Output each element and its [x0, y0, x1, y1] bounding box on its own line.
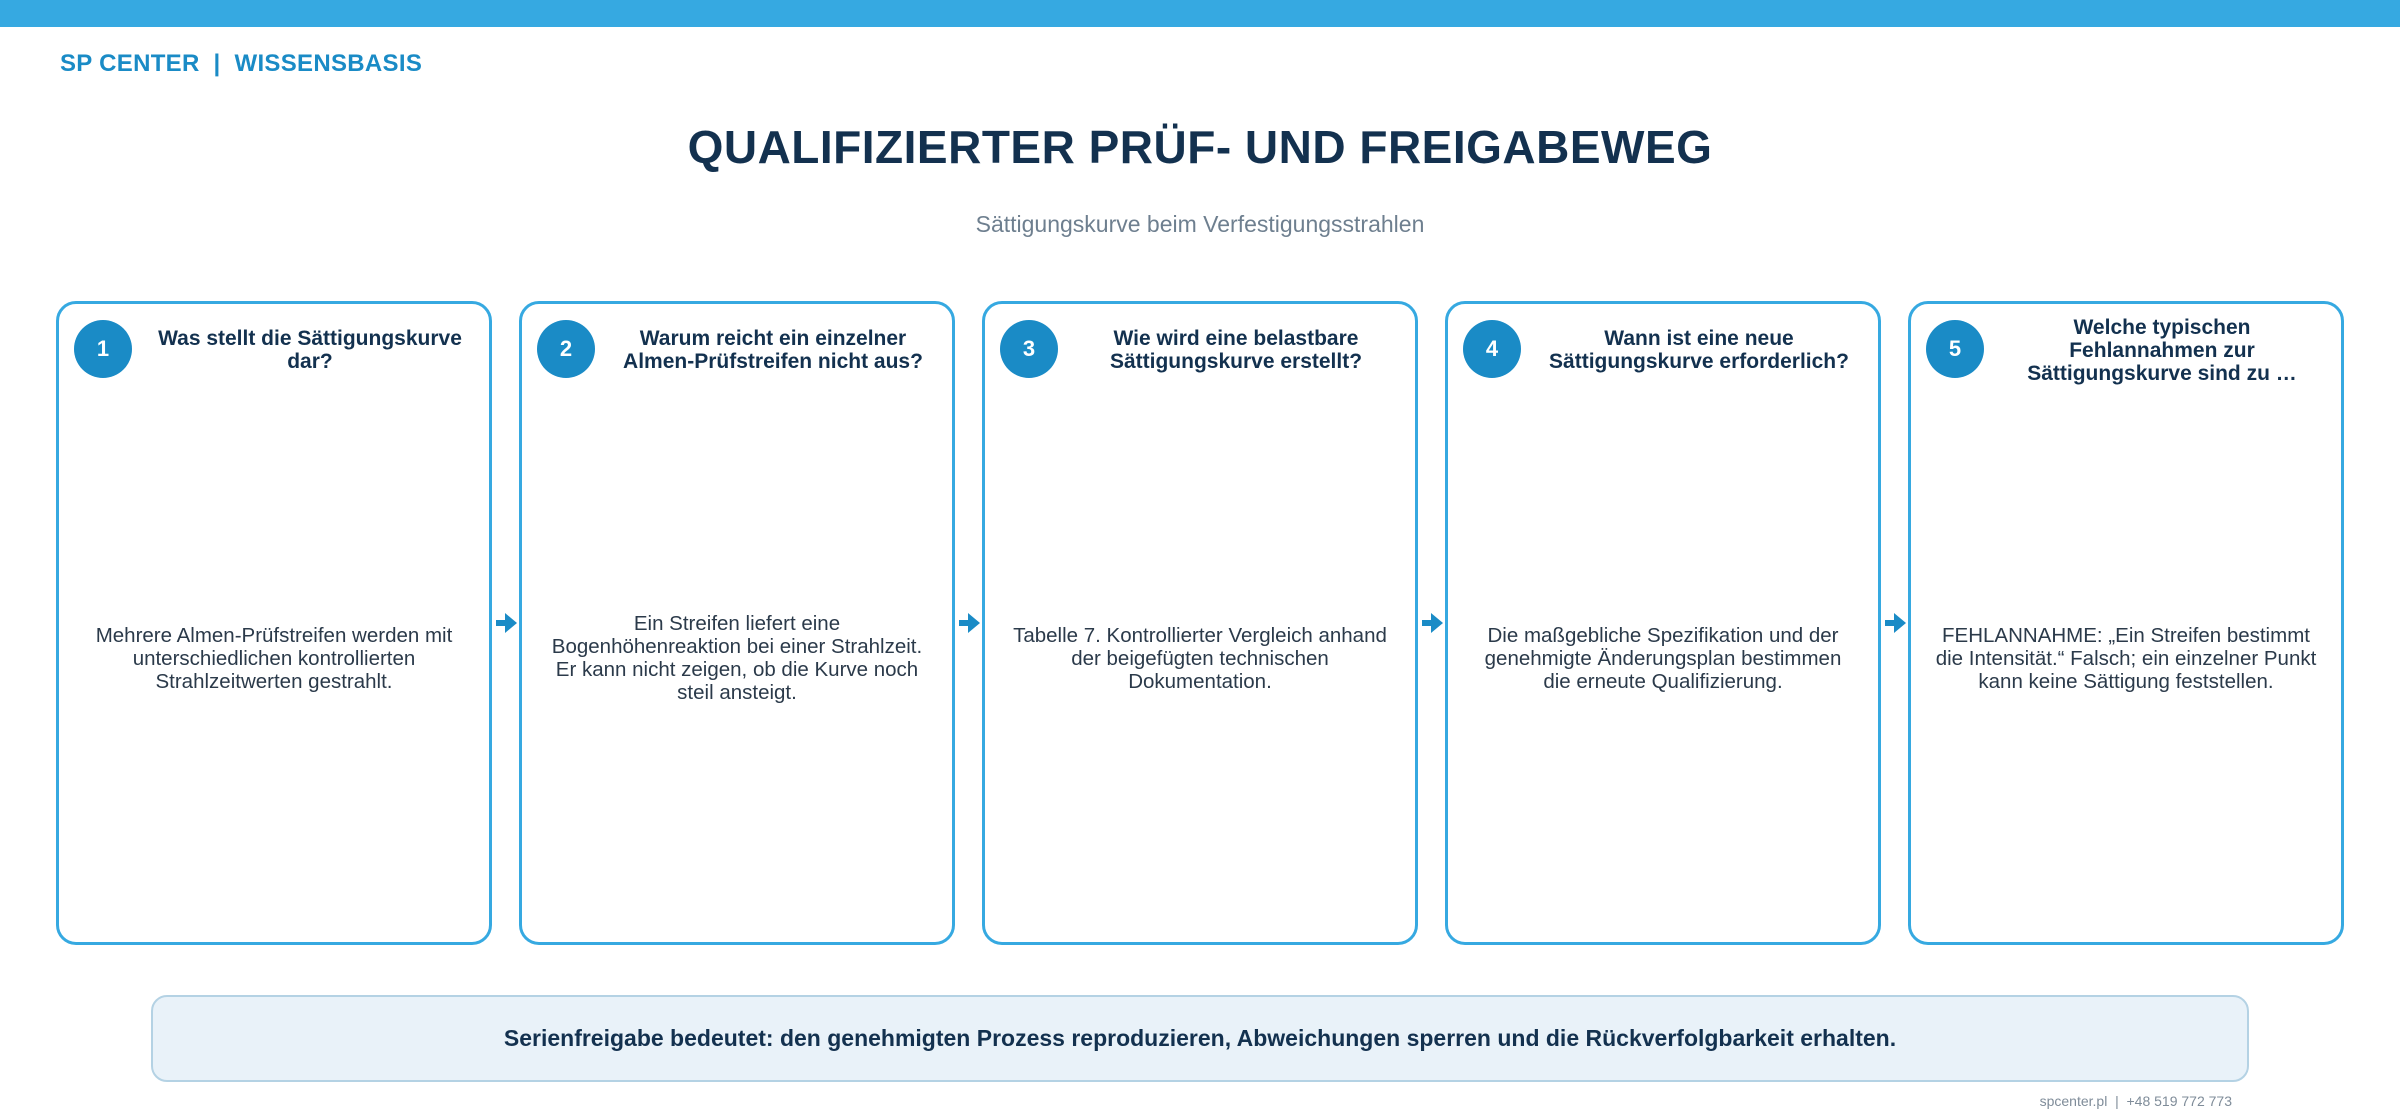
top-accent-bar	[0, 0, 2400, 27]
page-title: QUALIFIZIERTER PRÜF- UND FREIGABEWEG	[687, 121, 1713, 173]
release-statement: Serienfreigabe bedeutet: den genehmigten Prozess reproduzieren, Abweichungen sperren und die Rückverfolgbarkeit erhalten.	[503, 1025, 1897, 1051]
step-number-badge: 1	[74, 320, 132, 378]
step-title: Was stellt die Sättigungskurve dar?	[158, 327, 462, 373]
step-number-badge: 5	[1926, 320, 1984, 378]
step-card-2	[519, 301, 955, 945]
step-card-3	[982, 301, 1418, 945]
step-title: Wann ist eine neue Sättigungskurve erforderlich?	[1549, 327, 1849, 373]
step-title: Wie wird eine belastbare Sättigungskurve erstellt?	[1109, 327, 1363, 373]
brand-label: SP CENTER | WISSENSBASIS	[60, 50, 423, 77]
step-description: Tabelle 7. Kontrollierter Vergleich anhand der beigefügten technischen Dokumentation.	[1013, 623, 1387, 693]
arrow-right-icon	[959, 611, 981, 635]
step-title: Welche typischen Fehlannahmen zur Sättigungskurve sind zu …	[2027, 315, 2297, 385]
step-number-badge: 2	[537, 320, 595, 378]
step-number-badge: 4	[1463, 320, 1521, 378]
arrow-right-icon	[1885, 611, 1907, 635]
step-title: Warum reicht ein einzelner Almen-Prüfstreifen nicht aus?	[623, 327, 923, 373]
arrow-right-icon	[496, 611, 518, 635]
step-card-1	[56, 301, 492, 945]
release-statement-box	[151, 995, 2249, 1082]
step-description: Mehrere Almen-Prüfstreifen werden mit unterschiedlichen kontrollierten Strahlzeitwerten gestrahlt.	[95, 623, 453, 693]
contact-info: spcenter.pl | +48 519 772 773	[2039, 1093, 2232, 1109]
page-subtitle: Sättigungskurve beim Verfestigungsstrahlen	[975, 211, 1425, 237]
step-number-badge: 3	[1000, 320, 1058, 378]
step-card-4	[1445, 301, 1881, 945]
step-description: FEHLANNAHME: „Ein Streifen bestimmt die Intensität.“ Falsch; ein einzelner Punkt kann keine Sättigung feststellen.	[1935, 623, 2317, 693]
step-description: Die maßgebliche Spezifikation und der genehmigte Änderungsplan bestimmen die erneute Qualifizierung.	[1484, 623, 1842, 693]
step-card-5	[1908, 301, 2344, 945]
step-description: Ein Streifen liefert eine Bogenhöhenreaktion bei einer Strahlzeit. Er kann nicht zeigen, ob die Kurve noch steil ansteigt.	[551, 612, 923, 704]
arrow-right-icon	[1422, 611, 1444, 635]
